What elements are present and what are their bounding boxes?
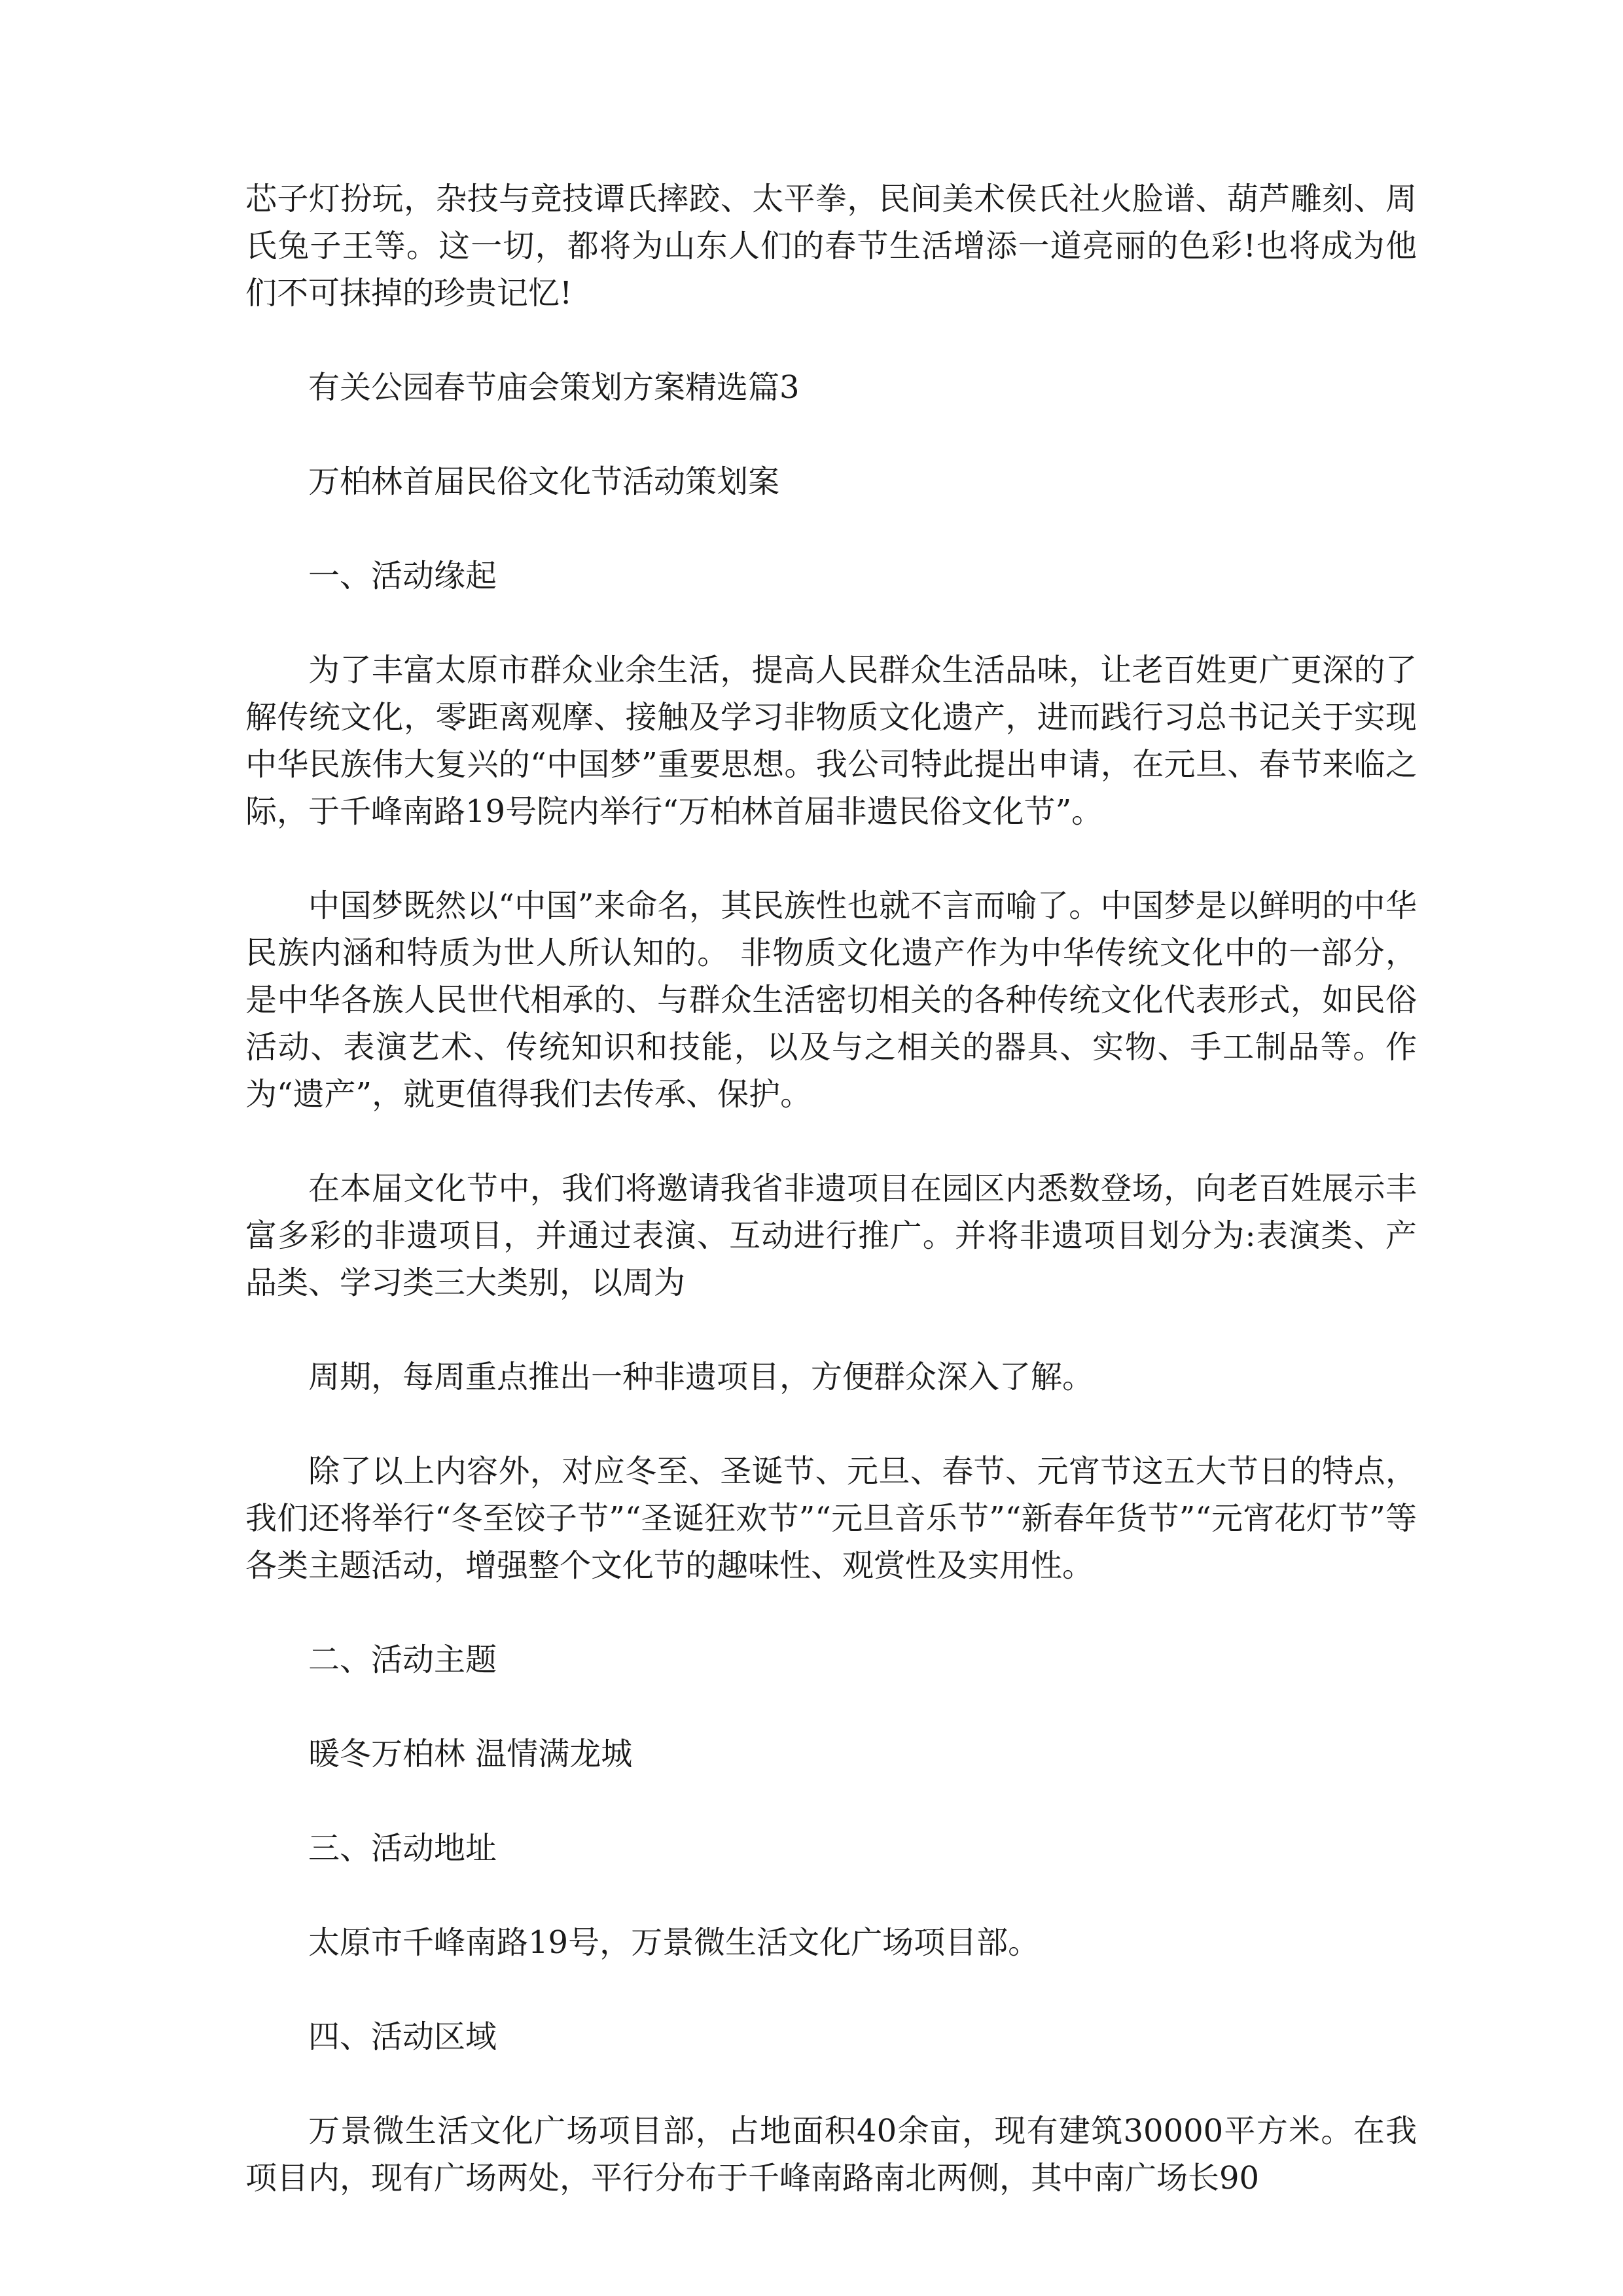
section-heading: 一、活动缘起 <box>308 558 497 594</box>
theme-text: 暖冬万柏林 温情满龙城 <box>308 1736 633 1772</box>
section-heading: 四、活动区域 <box>308 2018 497 2055</box>
section-heading: 三、活动地址 <box>308 1830 497 1867</box>
body-paragraph: 芯子灯扮玩，杂技与竞技谭氏摔跤、太平拳，民间美术侯氏社火脸谱、葫芦雕刻、周氏兔子王等。这一切，都将为山东人们的春节生活增添一道亮丽的色彩!也将成为他们不可抹掉的珍贵记忆! <box>245 181 1417 312</box>
document-body <box>245 175 1417 2202</box>
body-paragraph: 为了丰富太原市群众业余生活，提高人民群众生活品味，让老百姓更广更深的了解传统文化，零距离观摩、接触及学习非物质文化遗产，进而践行习总书记关于实现中华民族伟大复兴的“中国梦”重要思想。我公司特此提出申请，在元旦、春节来临之际，于千峰南路19号院内举行“万柏林首届非遗民俗文化节”。 <box>245 652 1417 830</box>
section-title: 有关公园春节庙会策划方案精选篇3 <box>308 369 800 406</box>
body-paragraph: 在本届文化节中，我们将邀请我省非遗项目在园区内悉数登场，向老百姓展示丰富多彩的非遗项目，并通过表演、互动进行推广。并将非遗项目划分为:表演类、产品类、学习类三大类别，以周为 <box>245 1170 1417 1301</box>
section-heading: 二、活动主题 <box>308 1641 497 1678</box>
address-text: 太原市千峰南路19号，万景微生活文化广场项目部。 <box>308 1924 1040 1961</box>
document-title: 万柏林首届民俗文化节活动策划案 <box>308 463 780 500</box>
body-paragraph: 中国梦既然以“中国”来命名，其民族性也就不言而喻了。中国梦是以鲜明的中华民族内涵和特质为世人所认知的。 非物质文化遗产作为中华传统文化中的一部分，是中华各族人民世代相承的、与群众生活密切相关的各种传统文化代表形式，如民俗活动、表演艺术、传统知识和技能，以及与之相关的器具、实物、手工制品等。作为“遗产”，就更值得我们去传承、保护。 <box>245 888 1417 1113</box>
body-paragraph: 万景微生活文化广场项目部，占地面积40余亩，现有建筑30000平方米。在我项目内，现有广场两处，平行分布于千峰南路南北两侧，其中南广场长90 <box>245 2113 1417 2197</box>
body-paragraph: 周期，每周重点推出一种非遗项目，方便群众深入了解。 <box>308 1359 1094 1395</box>
body-paragraph: 除了以上内容外，对应冬至、圣诞节、元旦、春节、元宵节这五大节日的特点，我们还将举行“冬至饺子节”“圣诞狂欢节”“元旦音乐节”“新春年货节”“元宵花灯节”等各类主题活动，增强整个文化节的趣味性、观赏性及实用性。 <box>245 1453 1417 1584</box>
